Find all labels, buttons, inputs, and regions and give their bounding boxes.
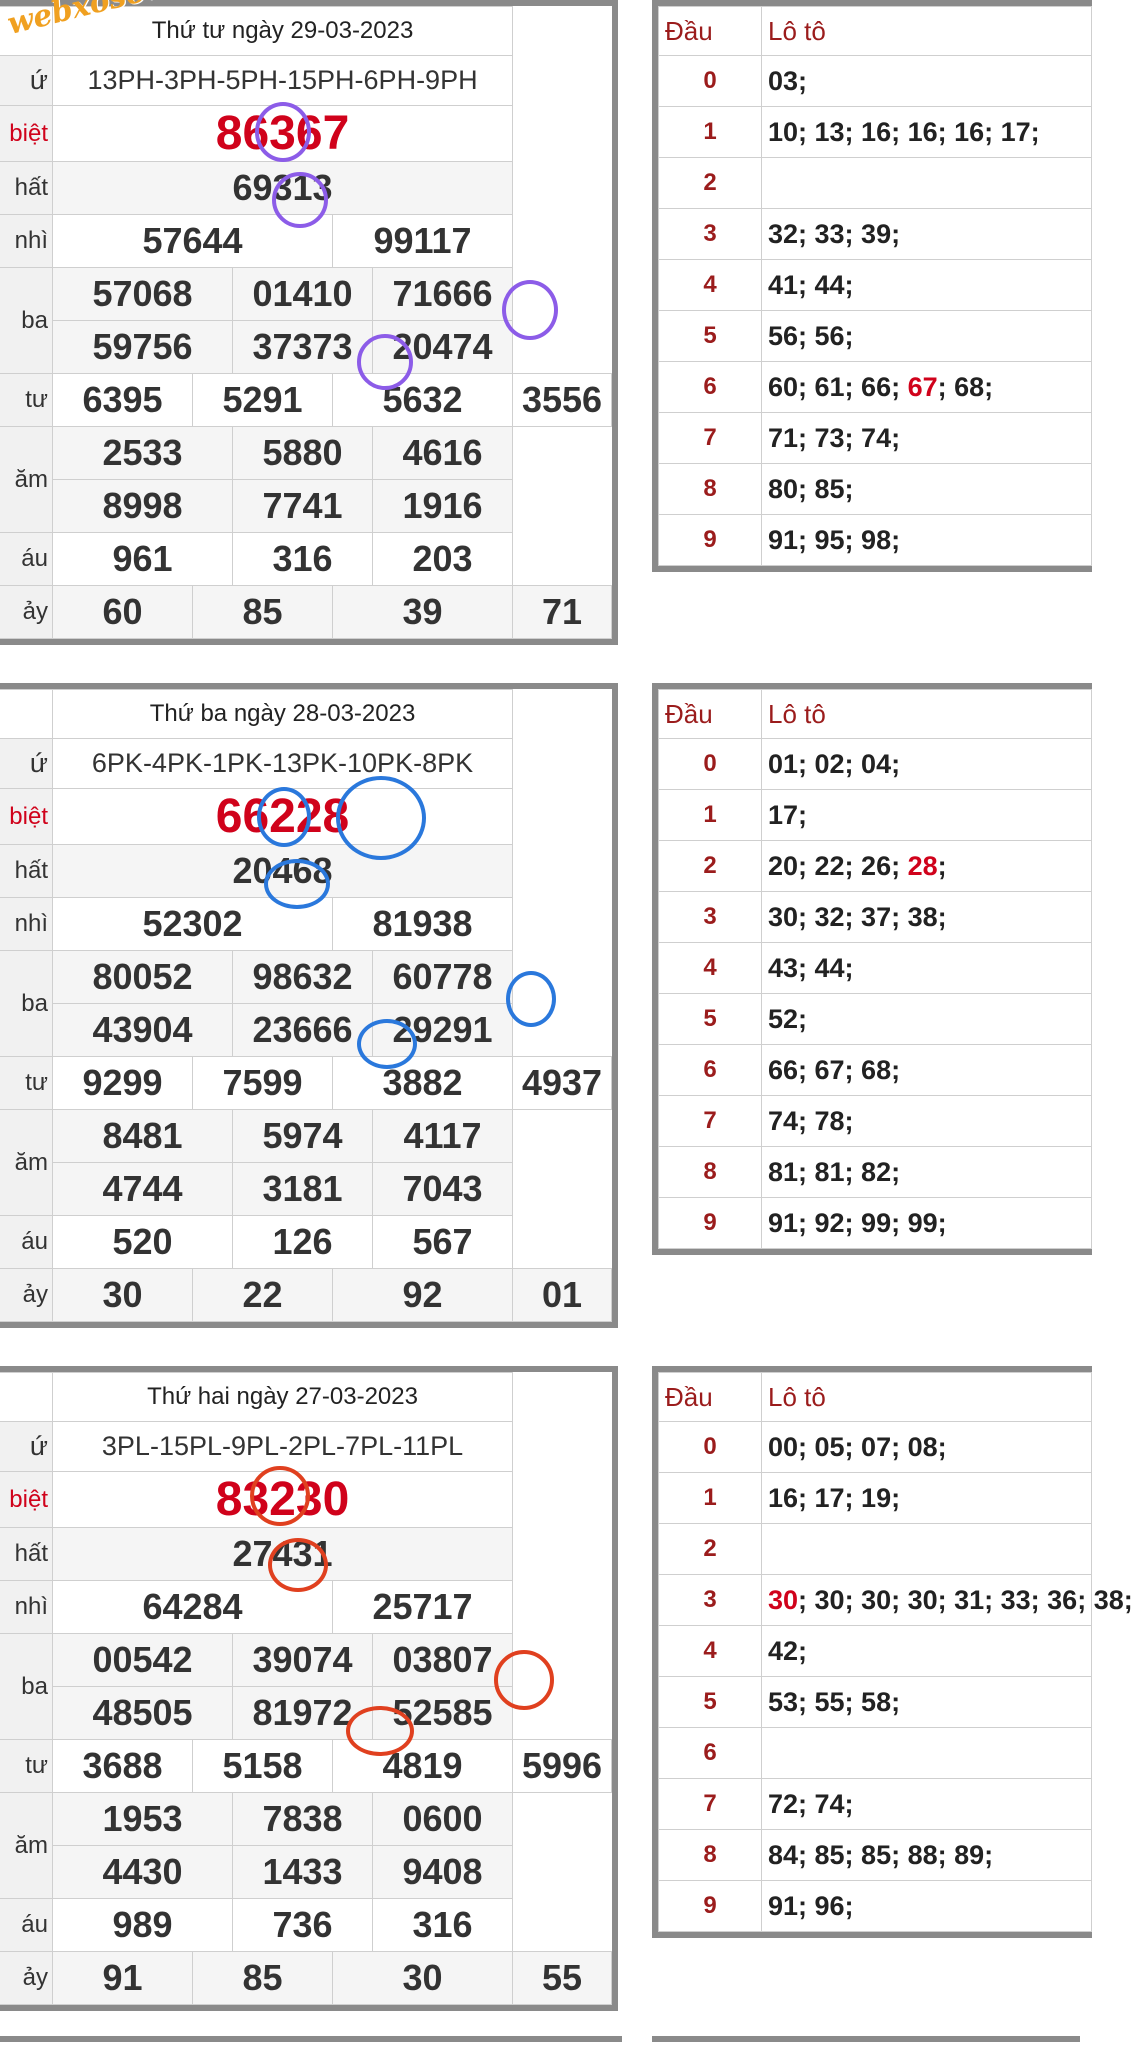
label-codes: ứ xyxy=(0,739,53,789)
draw-codes: 13PH-3PH-5PH-15PH-6PH-9PH xyxy=(53,56,513,106)
sixth-prize: 989 xyxy=(53,1899,233,1952)
first-prize: 27431 xyxy=(53,1528,513,1581)
loto-values xyxy=(762,158,1092,209)
loto-values-pre: 60; 61; 66; xyxy=(768,371,908,402)
third-prize: 48505 xyxy=(53,1687,233,1740)
label-seventh: ảy xyxy=(0,1269,53,1322)
label-codes: ứ xyxy=(0,56,53,106)
second-prize: 25717 xyxy=(333,1581,513,1634)
seventh-prize: 91 xyxy=(53,1952,193,2005)
fourth-prize: 3688 xyxy=(53,1740,193,1793)
label-third: ba xyxy=(0,951,53,1057)
loto-values: 17; xyxy=(762,790,1092,841)
fifth-prize: 8481 xyxy=(53,1110,233,1163)
loto-head-digit: 6 xyxy=(659,1728,762,1779)
loto-row xyxy=(659,413,1092,464)
third-prize: 57068 xyxy=(53,268,233,321)
loto-row xyxy=(659,107,1092,158)
loto-row xyxy=(659,1147,1092,1198)
loto-values: 41; 44; xyxy=(762,260,1092,311)
third-prize: 03807 xyxy=(373,1634,513,1687)
loto-head-digit: 9 xyxy=(659,1198,762,1249)
loto-values: 16; 17; 19; xyxy=(762,1473,1092,1524)
loto-values xyxy=(762,1575,1133,1626)
loto-head-digit: 4 xyxy=(659,1626,762,1677)
third-prize: 43904 xyxy=(53,1004,233,1057)
loto-row xyxy=(659,209,1092,260)
third-prize: 98632 xyxy=(233,951,373,1004)
fifth-prize: 0600 xyxy=(373,1793,513,1846)
loto-head-digit: 4 xyxy=(659,943,762,994)
loto-head-digit: 6 xyxy=(659,362,762,413)
loto-row xyxy=(659,1198,1092,1249)
loto-row xyxy=(659,56,1092,107)
fifth-prize: 9408 xyxy=(373,1846,513,1899)
loto-special-highlight: 30 xyxy=(768,1584,799,1615)
special-prize: 66228 xyxy=(53,789,513,845)
fourth-prize: 3882 xyxy=(333,1057,513,1110)
label-codes: ứ xyxy=(0,1422,53,1472)
first-prize: 20468 xyxy=(53,845,513,898)
fifth-prize: 7838 xyxy=(233,1793,373,1846)
loto-row xyxy=(659,1728,1092,1779)
loto-head-digit: 3 xyxy=(659,892,762,943)
loto-row xyxy=(659,1422,1092,1473)
label-second: nhì xyxy=(0,1581,53,1634)
loto-values: 84; 85; 85; 88; 89; xyxy=(762,1830,1092,1881)
label-second: nhì xyxy=(0,898,53,951)
loto-header-loto: Lô tô xyxy=(762,7,1092,56)
loto-row xyxy=(659,943,1092,994)
label-sixth: áu xyxy=(0,1216,53,1269)
sixth-prize: 316 xyxy=(233,533,373,586)
loto-row xyxy=(659,515,1092,566)
label-first: hất xyxy=(0,845,53,898)
label-second: nhì xyxy=(0,215,53,268)
loto-values xyxy=(762,362,1092,413)
seventh-prize: 39 xyxy=(333,586,513,639)
loto-header-dau: Đầu xyxy=(659,690,762,739)
sixth-prize: 126 xyxy=(233,1216,373,1269)
third-prize: 52585 xyxy=(373,1687,513,1740)
label-first: hất xyxy=(0,162,53,215)
loto-row xyxy=(659,362,1092,413)
loto-row xyxy=(659,311,1092,362)
label-seventh: ảy xyxy=(0,1952,53,2005)
seventh-prize: 92 xyxy=(333,1269,513,1322)
section-divider xyxy=(652,2036,1080,2042)
loto-row xyxy=(659,260,1092,311)
loto-row xyxy=(659,1626,1092,1677)
loto-header-loto: Lô tô xyxy=(762,690,1092,739)
loto-row xyxy=(659,1779,1092,1830)
fifth-prize: 4430 xyxy=(53,1846,233,1899)
fifth-prize: 2533 xyxy=(53,427,233,480)
fourth-prize: 4937 xyxy=(513,1057,612,1110)
fifth-prize: 8998 xyxy=(53,480,233,533)
results-table xyxy=(0,1366,618,2011)
draw-date: Thứ hai ngày 27-03-2023 xyxy=(53,1373,513,1422)
fourth-prize: 4819 xyxy=(333,1740,513,1793)
loto-values: 80; 85; xyxy=(762,464,1092,515)
second-prize: 81938 xyxy=(333,898,513,951)
loto-values: 91; 96; xyxy=(762,1881,1092,1932)
loto-row xyxy=(659,892,1092,943)
label-sixth: áu xyxy=(0,533,53,586)
second-prize: 52302 xyxy=(53,898,333,951)
loto-head-digit: 7 xyxy=(659,1779,762,1830)
loto-values: 56; 56; xyxy=(762,311,1092,362)
loto-head-digit: 4 xyxy=(659,260,762,311)
third-prize: 00542 xyxy=(53,1634,233,1687)
loto-row xyxy=(659,1830,1092,1881)
fifth-prize: 7043 xyxy=(373,1163,513,1216)
special-prize: 83230 xyxy=(53,1472,513,1528)
loto-values-post: ; xyxy=(937,850,947,881)
fourth-prize: 5158 xyxy=(193,1740,333,1793)
draw-date: Thứ ba ngày 28-03-2023 xyxy=(53,690,513,739)
sixth-prize: 203 xyxy=(373,533,513,586)
loto-head-digit: 2 xyxy=(659,841,762,892)
loto-values: 74; 78; xyxy=(762,1096,1092,1147)
special-prize: 86367 xyxy=(53,106,513,162)
label-special: biệt xyxy=(0,106,53,162)
loto-table xyxy=(652,1366,1133,1938)
third-prize: 81972 xyxy=(233,1687,373,1740)
loto-values-post: ; 68; xyxy=(937,371,994,402)
loto-head-digit: 8 xyxy=(659,1147,762,1198)
seventh-prize: 85 xyxy=(193,586,333,639)
label-special: biệt xyxy=(0,789,53,845)
loto-head-digit: 6 xyxy=(659,1045,762,1096)
first-prize: 69313 xyxy=(53,162,513,215)
loto-table xyxy=(652,0,1092,572)
loto-values: 81; 81; 82; xyxy=(762,1147,1092,1198)
third-prize: 60778 xyxy=(373,951,513,1004)
label-first: hất xyxy=(0,1528,53,1581)
third-prize: 39074 xyxy=(233,1634,373,1687)
second-prize: 99117 xyxy=(333,215,513,268)
results-table xyxy=(0,683,618,1328)
loto-row xyxy=(659,158,1092,209)
seventh-prize: 01 xyxy=(513,1269,612,1322)
loto-row xyxy=(659,1045,1092,1096)
loto-head-digit: 7 xyxy=(659,1096,762,1147)
loto-values: 91; 95; 98; xyxy=(762,515,1092,566)
loto-values: 03; xyxy=(762,56,1092,107)
loto-row xyxy=(659,739,1092,790)
third-prize: 01410 xyxy=(233,268,373,321)
third-prize: 71666 xyxy=(373,268,513,321)
loto-values: 01; 02; 04; xyxy=(762,739,1092,790)
loto-values: 91; 92; 99; 99; xyxy=(762,1198,1092,1249)
seventh-prize: 55 xyxy=(513,1952,612,2005)
fourth-prize: 6395 xyxy=(53,374,193,427)
label-sixth: áu xyxy=(0,1899,53,1952)
fifth-prize: 5974 xyxy=(233,1110,373,1163)
third-prize: 23666 xyxy=(233,1004,373,1057)
loto-head-digit: 2 xyxy=(659,158,762,209)
loto-values: 00; 05; 07; 08; xyxy=(762,1422,1092,1473)
date-label-cell xyxy=(0,1373,53,1422)
sixth-prize: 316 xyxy=(373,1899,513,1952)
loto-row xyxy=(659,790,1092,841)
loto-special-highlight: 67 xyxy=(907,371,938,402)
loto-head-digit: 1 xyxy=(659,107,762,158)
section-divider xyxy=(0,2036,622,2042)
fourth-prize: 5996 xyxy=(513,1740,612,1793)
loto-head-digit: 1 xyxy=(659,790,762,841)
label-special: biệt xyxy=(0,1472,53,1528)
loto-row xyxy=(659,1575,1092,1626)
results-table xyxy=(0,0,618,645)
fourth-prize: 5632 xyxy=(333,374,513,427)
sixth-prize: 961 xyxy=(53,533,233,586)
label-fifth: ăm xyxy=(0,1110,53,1216)
loto-special-highlight: 28 xyxy=(907,850,938,881)
seventh-prize: 71 xyxy=(513,586,612,639)
label-fourth: tư xyxy=(0,1740,53,1793)
draw-date: Thứ tư ngày 29-03-2023 xyxy=(53,7,513,56)
loto-head-digit: 0 xyxy=(659,1422,762,1473)
loto-head-digit: 8 xyxy=(659,464,762,515)
loto-head-digit: 3 xyxy=(659,1575,762,1626)
fourth-prize: 7599 xyxy=(193,1057,333,1110)
fourth-prize: 3556 xyxy=(513,374,612,427)
loto-row xyxy=(659,1881,1092,1932)
label-fifth: ăm xyxy=(0,427,53,533)
loto-head-digit: 9 xyxy=(659,515,762,566)
loto-values: 52; xyxy=(762,994,1092,1045)
fifth-prize: 1433 xyxy=(233,1846,373,1899)
loto-values xyxy=(762,1728,1092,1779)
loto-head-digit: 3 xyxy=(659,209,762,260)
loto-values xyxy=(762,841,1092,892)
fifth-prize: 5880 xyxy=(233,427,373,480)
label-fifth: ăm xyxy=(0,1793,53,1899)
loto-header-dau: Đầu xyxy=(659,1373,762,1422)
third-prize: 20474 xyxy=(373,321,513,374)
loto-head-digit: 8 xyxy=(659,1830,762,1881)
seventh-prize: 30 xyxy=(333,1952,513,2005)
loto-row xyxy=(659,1473,1092,1524)
fifth-prize: 7741 xyxy=(233,480,373,533)
loto-values: 66; 67; 68; xyxy=(762,1045,1092,1096)
fourth-prize: 5291 xyxy=(193,374,333,427)
loto-row xyxy=(659,1524,1092,1575)
loto-head-digit: 5 xyxy=(659,1677,762,1728)
loto-head-digit: 5 xyxy=(659,311,762,362)
loto-values xyxy=(762,1524,1092,1575)
draw-codes: 6PK-4PK-1PK-13PK-10PK-8PK xyxy=(53,739,513,789)
label-third: ba xyxy=(0,268,53,374)
second-prize: 57644 xyxy=(53,215,333,268)
loto-head-digit: 7 xyxy=(659,413,762,464)
seventh-prize: 85 xyxy=(193,1952,333,2005)
loto-header-dau: Đầu xyxy=(659,7,762,56)
loto-row xyxy=(659,464,1092,515)
loto-row xyxy=(659,1677,1092,1728)
seventh-prize: 30 xyxy=(53,1269,193,1322)
loto-head-digit: 5 xyxy=(659,994,762,1045)
seventh-prize: 60 xyxy=(53,586,193,639)
label-seventh: ảy xyxy=(0,586,53,639)
label-fourth: tư xyxy=(0,1057,53,1110)
loto-row xyxy=(659,841,1092,892)
loto-values: 71; 73; 74; xyxy=(762,413,1092,464)
loto-head-digit: 2 xyxy=(659,1524,762,1575)
loto-values: 53; 55; 58; xyxy=(762,1677,1092,1728)
draw-codes: 3PL-15PL-9PL-2PL-7PL-11PL xyxy=(53,1422,513,1472)
label-third: ba xyxy=(0,1634,53,1740)
loto-row xyxy=(659,1096,1092,1147)
loto-header-loto: Lô tô xyxy=(762,1373,1092,1422)
fourth-prize: 9299 xyxy=(53,1057,193,1110)
loto-values: 42; xyxy=(762,1626,1092,1677)
sixth-prize: 736 xyxy=(233,1899,373,1952)
loto-values: 32; 33; 39; xyxy=(762,209,1092,260)
loto-head-digit: 1 xyxy=(659,1473,762,1524)
seventh-prize: 22 xyxy=(193,1269,333,1322)
loto-values-post: ; 30; 30; 30; 31; 33; 36; 38; xyxy=(798,1584,1133,1615)
loto-values: 30; 32; 37; 38; xyxy=(762,892,1092,943)
fifth-prize: 4616 xyxy=(373,427,513,480)
loto-head-digit: 0 xyxy=(659,739,762,790)
sixth-prize: 567 xyxy=(373,1216,513,1269)
third-prize: 37373 xyxy=(233,321,373,374)
loto-row xyxy=(659,994,1092,1045)
date-label-cell xyxy=(0,690,53,739)
third-prize: 80052 xyxy=(53,951,233,1004)
loto-values: 43; 44; xyxy=(762,943,1092,994)
fifth-prize: 1916 xyxy=(373,480,513,533)
loto-values: 72; 74; xyxy=(762,1779,1092,1830)
fifth-prize: 4744 xyxy=(53,1163,233,1216)
fifth-prize: 3181 xyxy=(233,1163,373,1216)
fifth-prize: 4117 xyxy=(373,1110,513,1163)
fifth-prize: 1953 xyxy=(53,1793,233,1846)
sixth-prize: 520 xyxy=(53,1216,233,1269)
third-prize: 59756 xyxy=(53,321,233,374)
second-prize: 64284 xyxy=(53,1581,333,1634)
third-prize: 29291 xyxy=(373,1004,513,1057)
loto-table xyxy=(652,683,1092,1255)
loto-head-digit: 0 xyxy=(659,56,762,107)
label-fourth: tư xyxy=(0,374,53,427)
loto-values-pre: 20; 22; 26; xyxy=(768,850,908,881)
loto-head-digit: 9 xyxy=(659,1881,762,1932)
loto-values: 10; 13; 16; 16; 16; 17; xyxy=(762,107,1092,158)
